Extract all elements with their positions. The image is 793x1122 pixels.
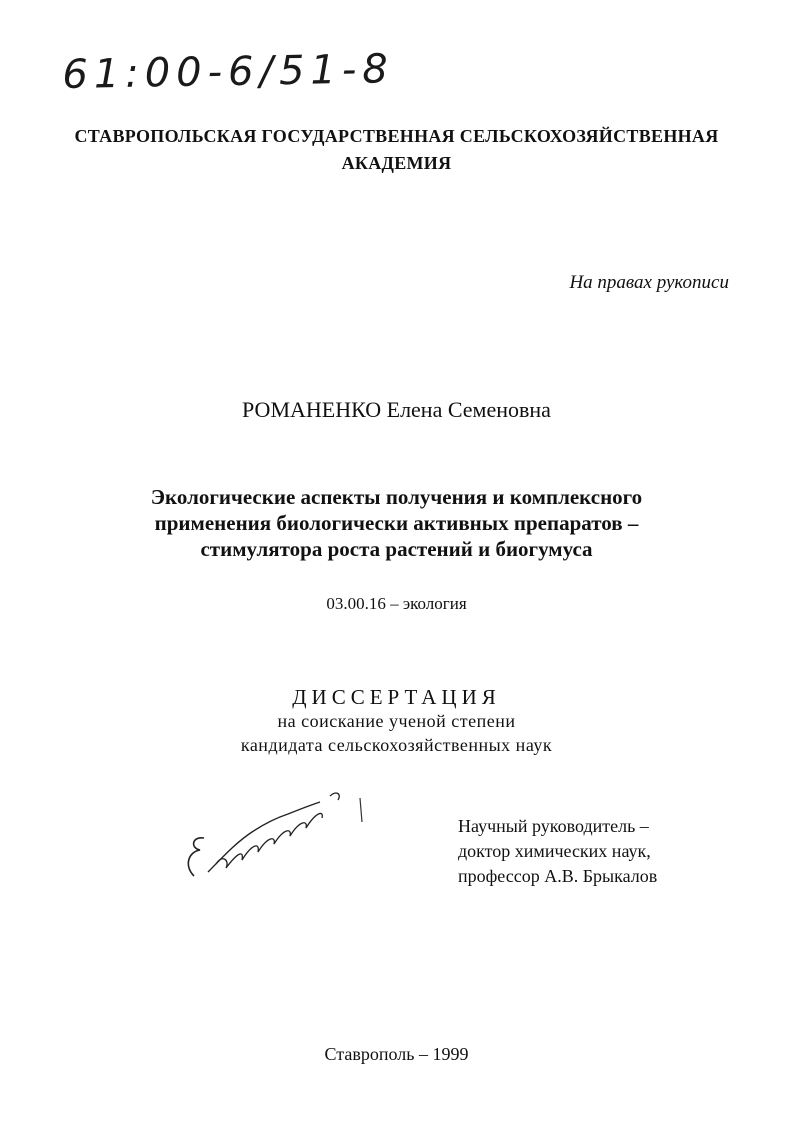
archive-code: 61:00-6/51-8 <box>62 46 395 98</box>
author-name <box>0 397 793 423</box>
city-year: Ставрополь – 1999 <box>324 1044 469 1064</box>
supervisor-line-1: Научный руководитель – <box>458 816 649 836</box>
manuscript-rights-note: На правах рукописи <box>569 272 729 293</box>
supervisor-line-3: профессор А.В. Брыкалов <box>458 866 658 886</box>
institution-line-2: АКАДЕМИЯ <box>341 153 452 173</box>
supervisor-line-2: доктор химических наук, <box>458 841 651 861</box>
title-line-3: стимулятора роста растений и биогумуса <box>200 537 593 561</box>
document-type: ДИССЕРТАЦИЯ <box>292 685 501 709</box>
institution-line-1: СТАВРОПОЛЬСКАЯ ГОСУДАРСТВЕННАЯ СЕЛЬСКОХОЗЯЙСТВЕННАЯ <box>74 126 719 146</box>
degree-description <box>0 709 793 757</box>
author-signature <box>180 780 370 890</box>
dissertation-title <box>0 484 793 562</box>
institution-name <box>0 123 793 177</box>
scientific-supervisor <box>458 814 657 889</box>
degree-line-2: кандидата сельскохозяйственных наук <box>240 735 553 755</box>
author-given-names: Елена Семеновна <box>386 397 551 422</box>
title-line-1: Экологические аспекты получения и комплексного <box>150 485 643 509</box>
author-surname: РОМАНЕНКО <box>242 397 382 422</box>
title-line-2: применения биологически активных препаратов – <box>154 511 639 535</box>
degree-line-1: на соискание ученой степени <box>277 711 516 731</box>
specialty-code: 03.00.16 – экология <box>326 594 467 613</box>
